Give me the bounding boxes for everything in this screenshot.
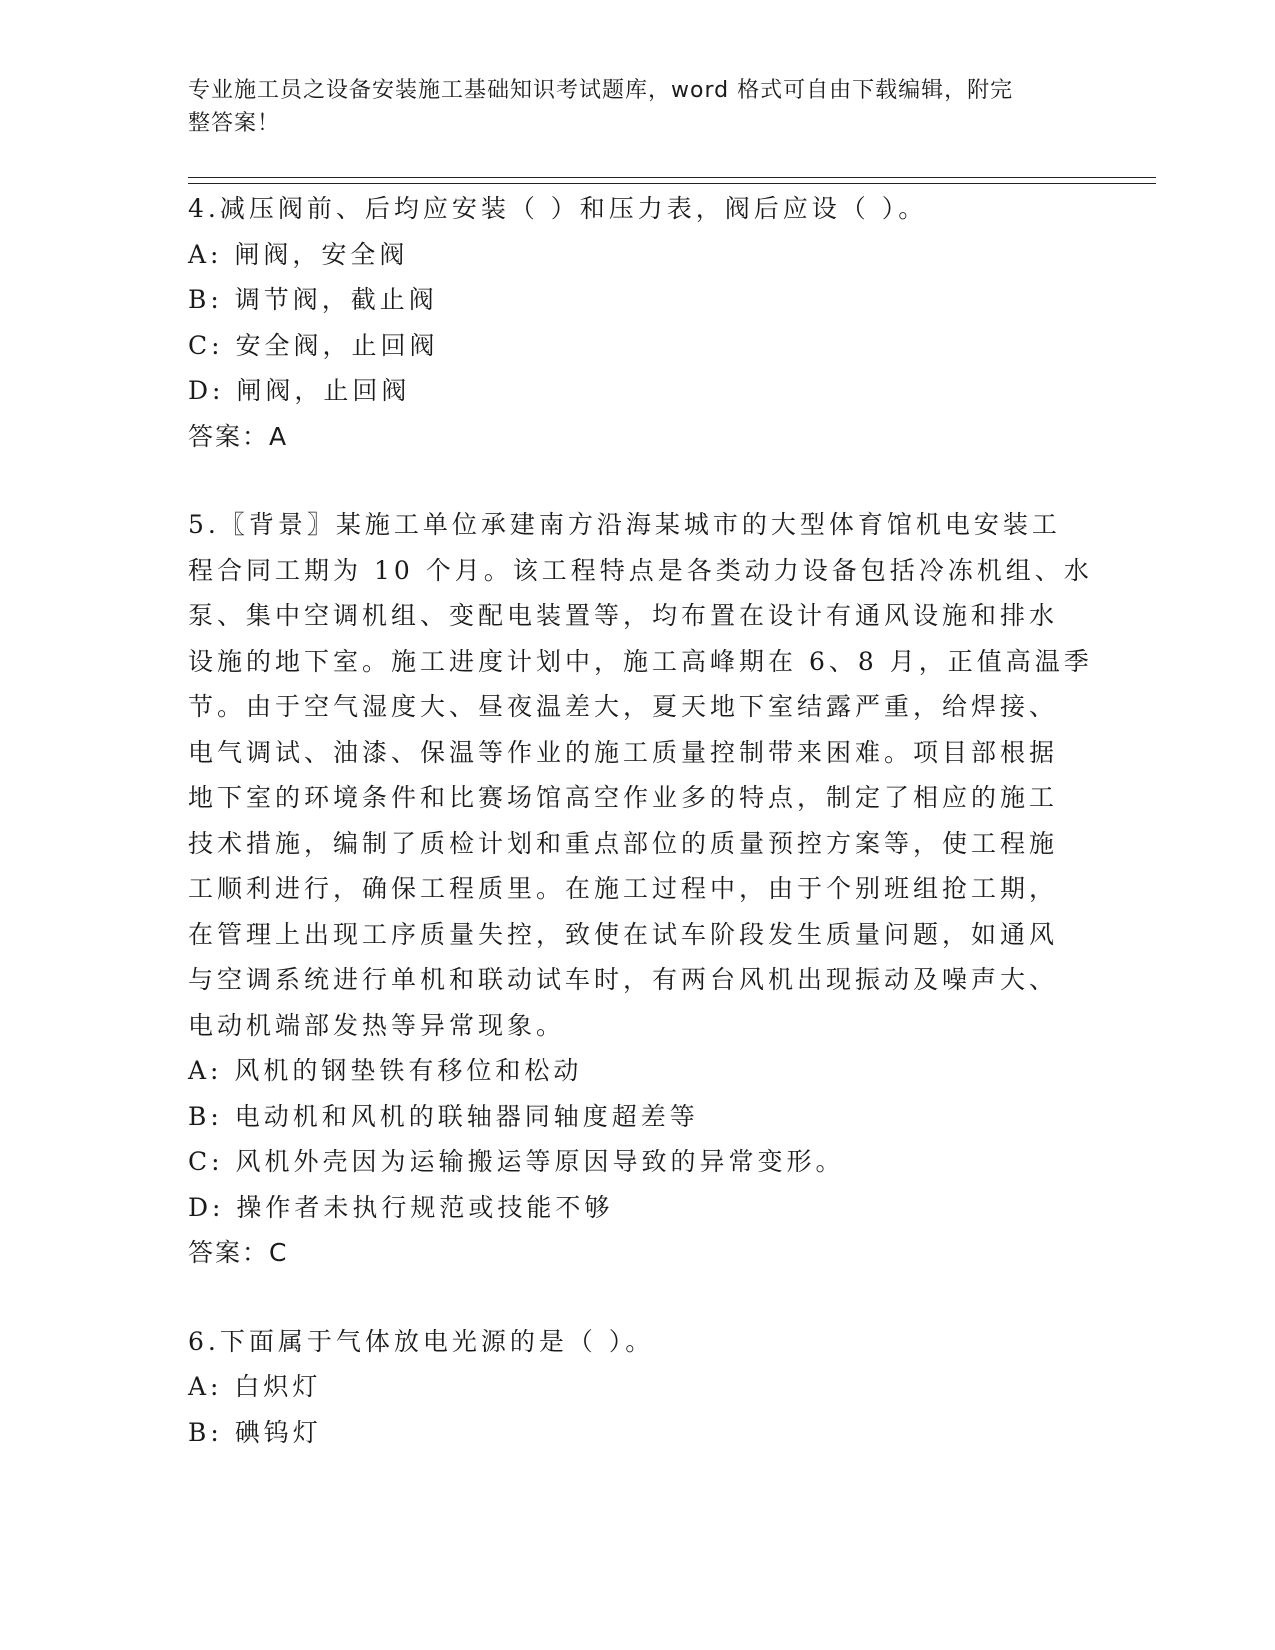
- question-list: [188, 186, 1093, 1455]
- question-stem-line: 在管理上出现工序质量失控，致使在试车阶段发生质量问题，如通风: [188, 919, 1059, 949]
- question-stem-line: 电动机端部发热等异常现象。: [188, 1010, 566, 1040]
- question-stem-line: 地下室的环境条件和比赛场馆高空作业多的特点，制定了相应的施工: [188, 783, 1059, 812]
- header-line-1: 专业施工员之设备安装施工基础知识考试题库，word 格式可自由下载编辑，附完: [188, 78, 1014, 103]
- answer-line: 答案：C: [188, 1238, 289, 1267]
- question-stem: 6.下面属于气体放电光源的是（ ）。: [188, 1326, 655, 1356]
- question-stem: 4.减压阀前、后均应安装（ ）和压力表，阀后应设（ ）。: [188, 194, 928, 223]
- option-c: C: 安全阀，止回阀: [188, 330, 439, 360]
- question-stem-line: 工顺利进行，确保工程质里。在施工过程中，由于个别班组抢工期，: [188, 874, 1059, 903]
- option-d: D: 闸阀，止回阀: [188, 376, 411, 405]
- question-4: [188, 186, 1088, 459]
- question-stem-line: 泵、集中空调机组、变配电装置等，均布置在设计有通风设施和排水: [188, 601, 1059, 630]
- question-stem-line: 技术措施，编制了质检计划和重点部位的质量预控方案等，使工程施: [188, 828, 1059, 858]
- question-stem-line: 电气调试、油漆、保温等作业的施工质量控制带来困难。项目部根据: [188, 737, 1059, 767]
- option-d: D: 操作者未执行规范或技能不够: [188, 1192, 614, 1222]
- header-divider-bottom: [188, 183, 1156, 184]
- option-b: B: 碘钨灯: [188, 1417, 322, 1447]
- option-a: A: 白炽灯: [188, 1372, 322, 1401]
- option-b: B: 电动机和风机的联轴器同轴度超差等: [188, 1101, 699, 1131]
- document-header: [188, 74, 1068, 140]
- question-stem-line: 与空调系统进行单机和联动试车时，有两台风机出现振动及噪声大、: [188, 965, 1059, 994]
- question-stem-line: 5.〖背景〗某施工单位承建南方沿海某城市的大型体育馆机电安装工: [188, 510, 1061, 539]
- option-b: B: 调节阀，截止阀: [188, 285, 438, 314]
- header-divider-top: [188, 177, 1156, 178]
- question-6: [188, 1319, 1088, 1456]
- question-stem-line: 程合同工期为 10 个月。该工程特点是各类动力设备包括冷冻机组、水: [188, 555, 1093, 585]
- question-5: [188, 502, 1093, 1276]
- header-line-2: 整答案！: [188, 111, 281, 136]
- option-a: A: 风机的钢垫铁有移位和松动: [188, 1056, 583, 1085]
- question-stem-line: 设施的地下室。施工进度计划中，施工高峰期在 6、8 月，正值高温季: [188, 646, 1093, 676]
- question-stem-line: 节。由于空气湿度大、昼夜温差大，夏天地下室结露严重，给焊接、: [188, 692, 1059, 721]
- option-c: C: 风机外壳因为运输搬运等原因导致的异常变形。: [188, 1147, 845, 1176]
- option-a: A: 闸阀，安全阀: [188, 239, 409, 269]
- answer-line: 答案：A: [188, 421, 289, 451]
